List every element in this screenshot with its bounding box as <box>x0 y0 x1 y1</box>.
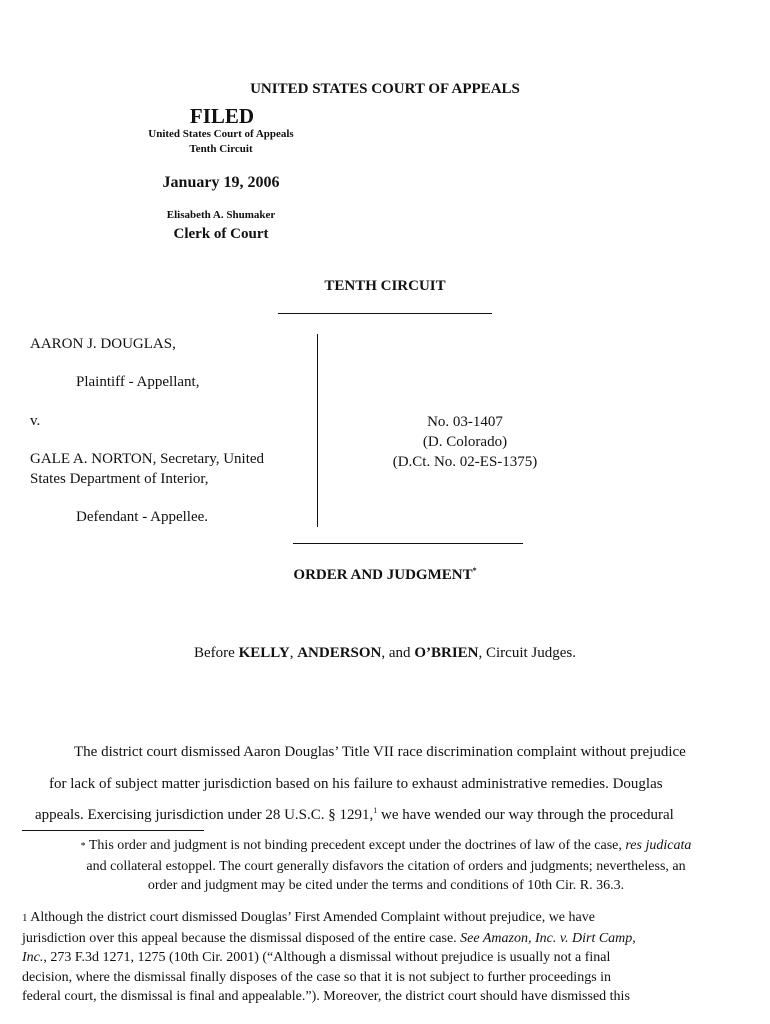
defendant-name-line1: GALE A. NORTON, Secretary, United <box>30 451 265 467</box>
body-line-3 <box>35 807 770 824</box>
clerk-name: Elisabeth A. Shumaker <box>166 209 276 221</box>
footnote-star-line3: order and judgment may be cited under the terms and conditions of 10th Cir. R. 36.3. <box>147 878 625 893</box>
footnote-star-text1: This order and judgment is not binding precedent except under the doctrines of law of the case, <box>88 838 626 853</box>
sep-1: , <box>289 645 298 661</box>
clerk-title: Clerk of Court <box>173 226 269 242</box>
footnote-star-line1 <box>22 836 750 857</box>
case-number: No. 03-1407 <box>427 414 503 430</box>
caption-divider <box>317 334 318 527</box>
plaintiff-name: AARON J. DOUGLAS, <box>30 336 176 352</box>
footnote-1-marker: 1 <box>22 912 28 924</box>
judge-kelly: KELLY <box>238 645 290 661</box>
circuit-heading: TENTH CIRCUIT <box>324 278 446 294</box>
body-line-1: The district court dismissed Aaron Douglas’ Title VII race discrimination complaint without prejudice <box>74 744 686 760</box>
caption-bottom-divider <box>293 543 523 544</box>
plaintiff-role: Plaintiff - Appellant, <box>76 374 200 390</box>
footnote-1-ital3: Inc. <box>22 950 44 965</box>
footnote-1-text3: , 273 F.3d 1271, 1275 (10th Cir. 2001) (“Although a dismissal without prejudice is usually not a final <box>43 950 611 965</box>
filed-stamp: FILED <box>189 104 255 128</box>
before-suffix: , Circuit Judges. <box>478 645 576 661</box>
footnote-star-line2: and collateral estoppel. The court generally disfavors the citation of orders and judgments; nevertheless, an <box>86 858 686 874</box>
body-line-2: for lack of subject matter jurisdiction based on his failure to exhaust administrative remedies. Douglas <box>49 776 663 792</box>
defendant-role: Defendant - Appellee. <box>76 509 209 525</box>
order-title-text: ORDER AND JUDGMENT <box>293 567 473 583</box>
district-case-number: (D.Ct. No. 02-ES-1375) <box>392 454 538 470</box>
footnote-1-ref: 1 <box>373 806 378 815</box>
footnote-star-ital: res judicata <box>625 838 692 853</box>
body-line-3b: we have wended our way through the procedural <box>377 807 674 823</box>
body-line-3a: appeals. Exercising jurisdiction under 28 U.S.C. § 1291, <box>35 807 374 823</box>
footnote-1-ital2: See Amazon, Inc. v. Dirt Camp, <box>460 930 636 946</box>
order-title <box>0 567 770 584</box>
circuit-divider <box>278 313 492 314</box>
court-title: UNITED STATES COURT OF APPEALS <box>250 81 520 97</box>
footnote-1-line4: decision, where the dismissal finally disposes of the case so that it is not subject to further proceedings in <box>22 969 612 985</box>
footnote-star <box>22 836 750 896</box>
before-prefix: Before <box>194 645 239 661</box>
footnote-divider <box>22 830 204 831</box>
footnote-1-line5: federal court, the dismissal is final and appealable.”). Moreover, the district court should have dismissed this <box>22 989 630 1004</box>
footnote-star-marker: * <box>80 841 86 852</box>
footnote-1-line3 <box>22 948 752 968</box>
order-footnote-marker: * <box>472 566 477 575</box>
versus: v. <box>30 413 41 429</box>
footnote-1-line2 <box>22 929 752 949</box>
footnote-1-line1 <box>22 908 752 929</box>
judge-anderson: ANDERSON <box>297 645 382 661</box>
footnote-1 <box>22 908 752 1007</box>
district: (D. Colorado) <box>422 434 508 450</box>
case-info <box>360 412 570 472</box>
footnote-1-text2: jurisdiction over this appeal because the dismissal disposed of the entire case. <box>22 930 461 946</box>
filing-date: January 19, 2006 <box>162 174 280 191</box>
stamp-circuit: Tenth Circuit <box>189 143 253 155</box>
footnote-1-text1: Although the district court dismissed Douglas’ First Amended Complaint without prejudice, we have <box>30 910 595 925</box>
sep-2: , and <box>381 645 415 661</box>
stamp-court: United States Court of Appeals <box>148 128 294 140</box>
panel-line <box>0 645 770 662</box>
defendant-name-line2: States Department of Interior, <box>30 471 209 487</box>
judge-obrien: O’BRIEN <box>414 645 479 661</box>
